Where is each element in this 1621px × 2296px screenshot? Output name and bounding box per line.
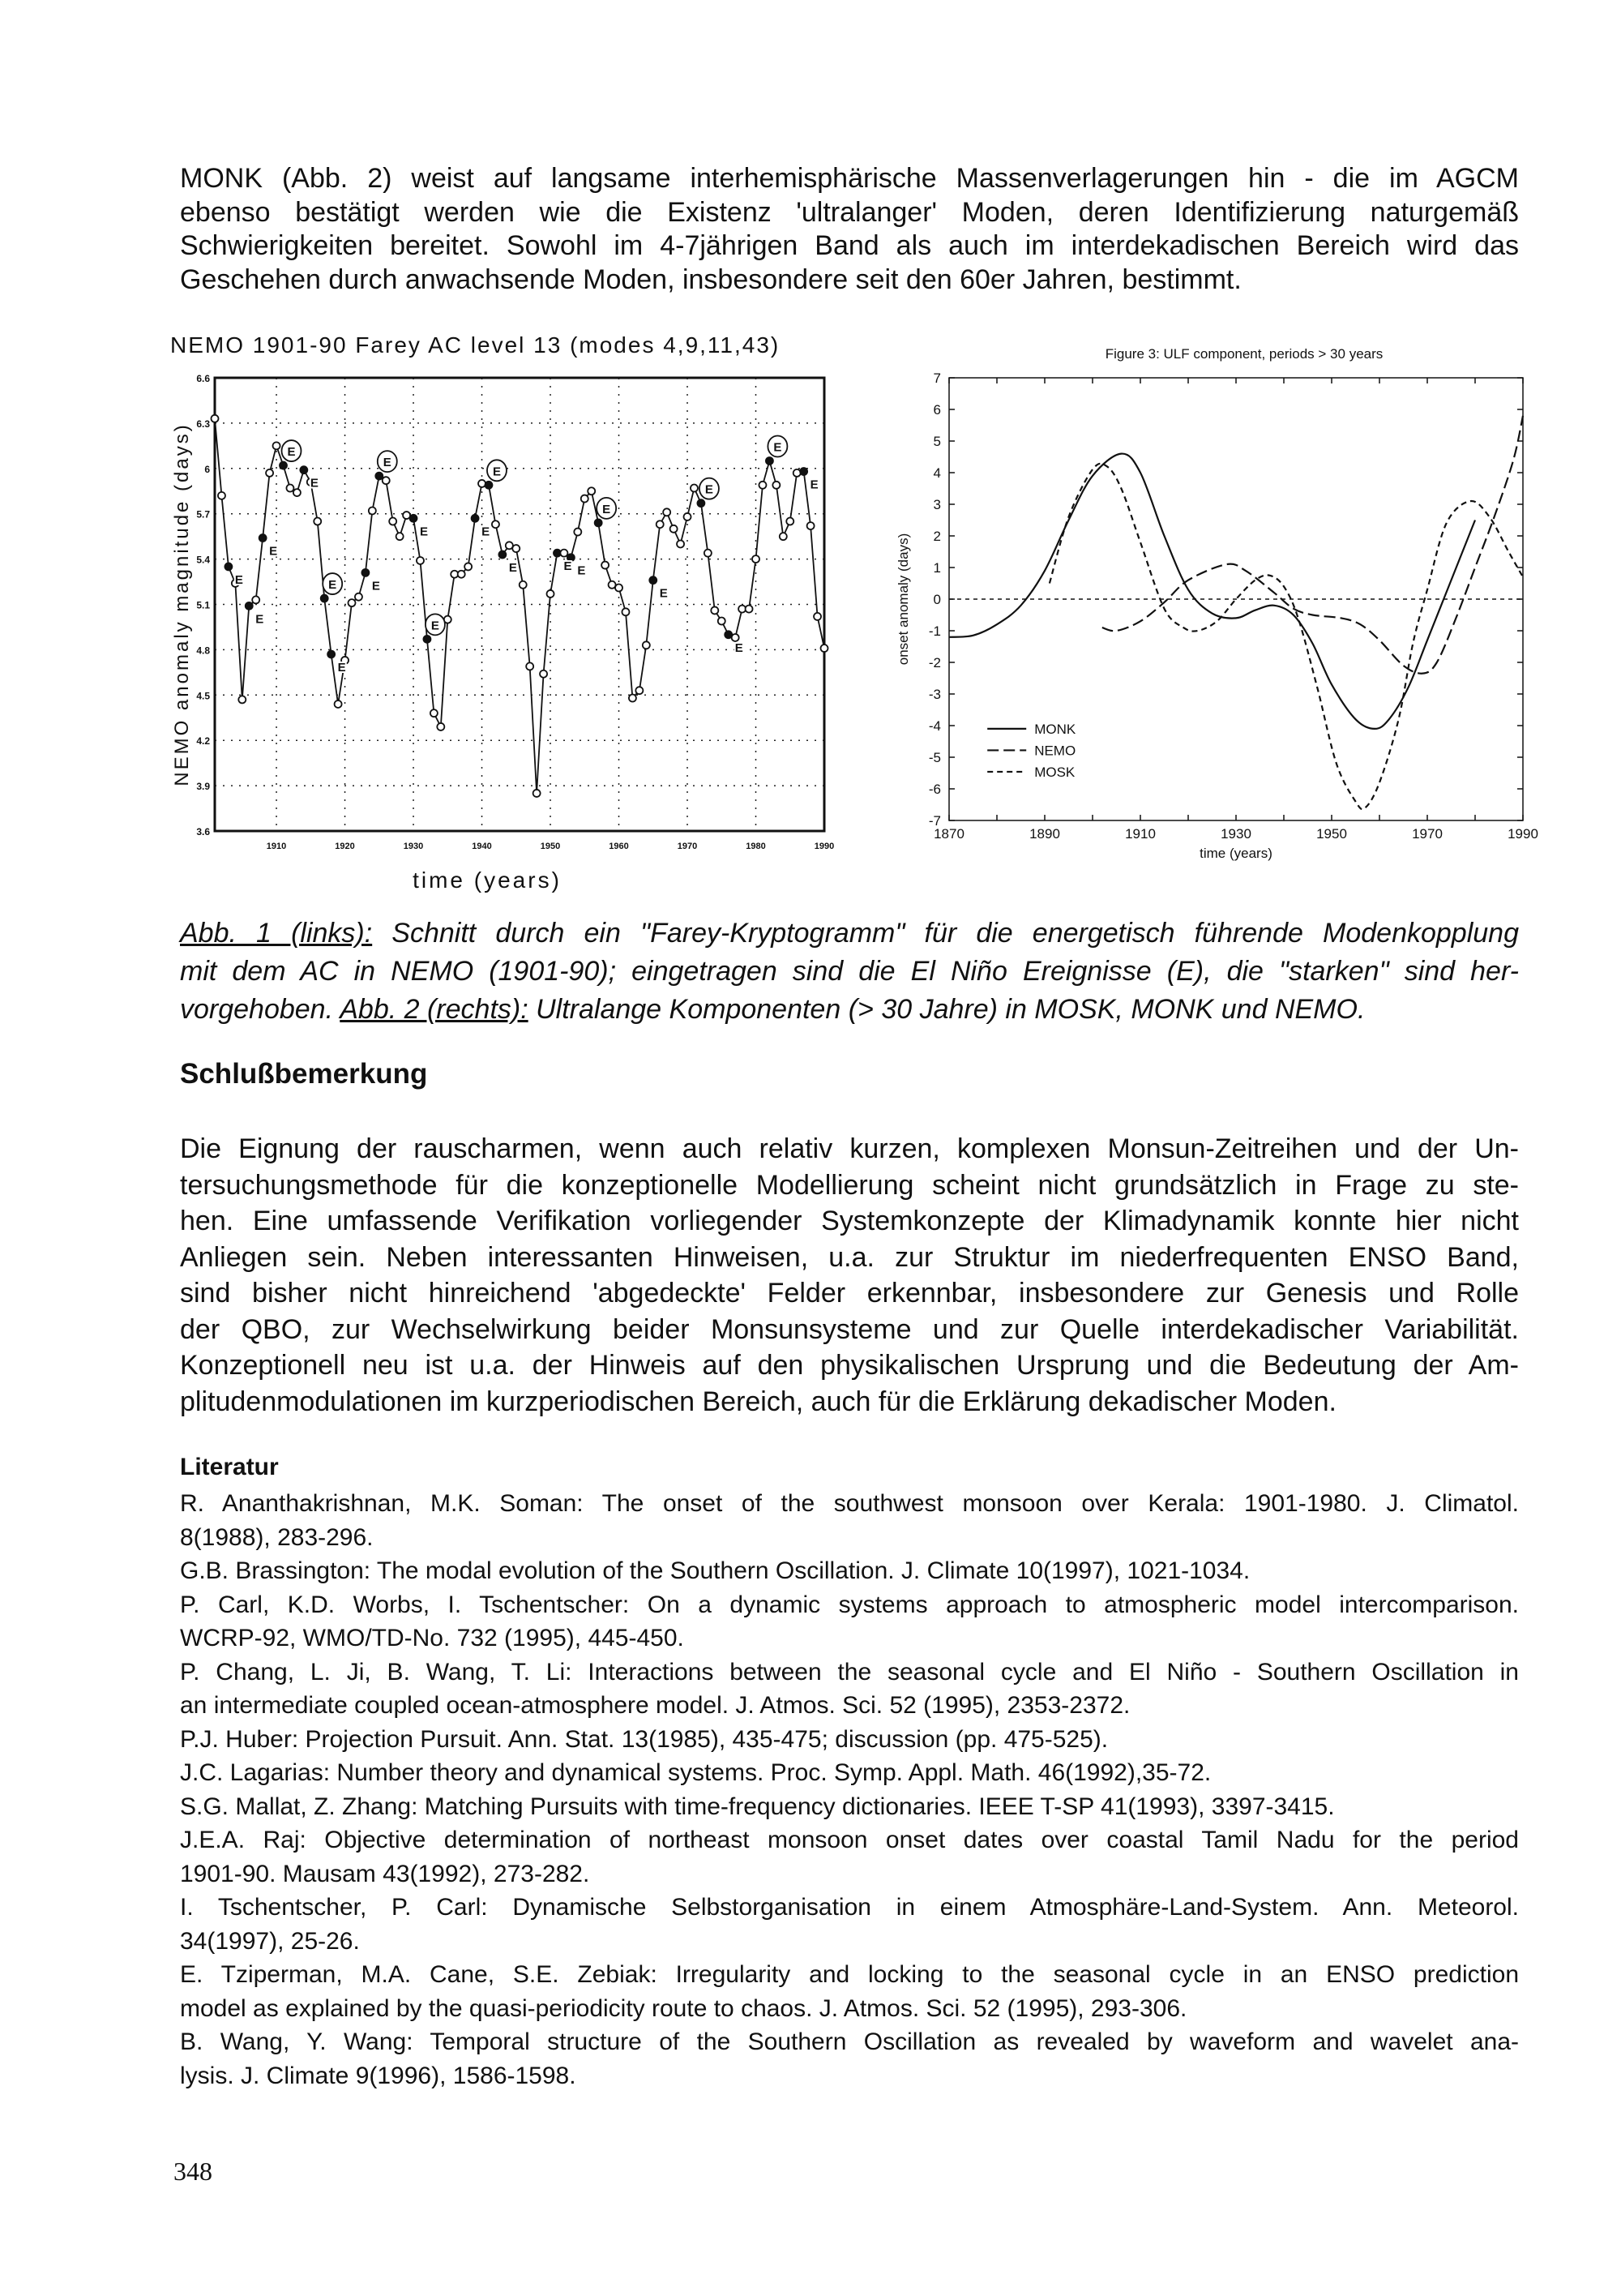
data-point <box>458 571 465 578</box>
y-tick-label: 4 <box>933 465 941 481</box>
data-point <box>711 606 718 614</box>
data-point <box>286 485 293 492</box>
strong-el-nino-marker <box>281 440 301 461</box>
data-point <box>512 545 520 552</box>
reference-item <box>180 1958 1519 2025</box>
data-point <box>670 525 678 533</box>
y-tick-label: 5 <box>933 434 941 449</box>
x-tick-label: 1920 <box>335 842 355 851</box>
reference-item <box>180 1487 1519 1554</box>
strong-el-nino-marker <box>699 478 719 499</box>
data-point <box>759 482 766 489</box>
reference-line: an intermediate coupled ocean-atmosphere model. J. Atmos. Sci. 52 (1995), 2353-2372. <box>180 1692 1131 1719</box>
strong-el-nino-marker <box>487 460 507 481</box>
data-point <box>218 492 225 499</box>
x-tick-label: 1930 <box>403 842 424 851</box>
reference-item <box>180 1554 1519 1588</box>
data-point <box>238 696 246 703</box>
data-point <box>361 569 369 576</box>
data-point <box>807 522 815 529</box>
data-point <box>595 519 602 526</box>
data-point <box>335 700 342 708</box>
strong-event-label: E <box>383 456 391 470</box>
data-point <box>800 468 807 475</box>
y-tick-label: 3 <box>933 497 941 512</box>
el-nino-marker: E <box>337 660 346 675</box>
y-tick-label: -7 <box>928 813 941 829</box>
data-point <box>314 518 321 525</box>
data-point <box>732 634 739 641</box>
reference-line: J.C. Lagarias: Number theory and dynamical systems. Proc. Symp. Appl. Math. 46(1992),35-72. <box>180 1759 1212 1786</box>
reference-item <box>180 1588 1519 1656</box>
text-line: Anliegen sein. Neben interessanten Hinweisen, u.a. zur Struktur im niederfrequenten ENSO Band, <box>180 1241 1519 1273</box>
strong-el-nino-marker <box>378 451 397 472</box>
y-tick-label: -4 <box>928 718 941 734</box>
y-tick-label: 6 <box>204 463 210 475</box>
text-line: plitudenmodulationen im kurzperiodischen Bereich, auch für die Erklärung dekadischer Moden. <box>180 1386 1337 1417</box>
series-line-nemo <box>1102 416 1523 674</box>
reference-line: P. Chang, L. Ji, B. Wang, T. Li: Interactions between the seasonal cycle and El Niño - Southern Oscillation in <box>180 1658 1519 1686</box>
y-tick-label: 2 <box>933 529 941 544</box>
data-point <box>718 617 725 624</box>
data-point <box>677 540 684 547</box>
y-axis-label: onset anomaly (days) <box>896 533 911 666</box>
data-point <box>752 555 759 563</box>
el-nino-marker: E <box>269 544 278 559</box>
el-nino-marker: E <box>810 478 819 492</box>
data-point <box>786 518 793 525</box>
text-line: hen. Eine umfassende Verifikation vorliegender Systemkonzepte der Klimadynamik konnte hier nicht <box>180 1206 1519 1236</box>
legend-label: MONK <box>1034 721 1076 737</box>
y-tick-label: -5 <box>928 750 941 765</box>
el-nino-marker: E <box>234 572 243 587</box>
y-tick-label: 4.5 <box>196 690 210 702</box>
data-point <box>635 687 643 694</box>
data-point <box>464 563 472 570</box>
reference-line: 8(1988), 283-296. <box>180 1523 374 1551</box>
reference-line: P. Carl, K.D. Worbs, I. Tschentscher: On a dynamic systems approach to atmospheric model intercomparison. <box>180 1591 1519 1618</box>
reference-line: J.E.A. Raj: Objective determination of northeast monsoon onset dates over coastal Tamil Nadu for the period <box>180 1827 1519 1853</box>
el-nino-marker: E <box>255 612 264 627</box>
strong-event-label: E <box>287 445 296 460</box>
data-point <box>423 636 430 643</box>
reference-item <box>180 1756 1519 1790</box>
caption-ref-abb1: Abb. 1 (links): <box>180 918 373 949</box>
data-point <box>212 415 219 422</box>
reference-list <box>180 1487 1519 2093</box>
y-tick-label: 6.3 <box>196 418 210 430</box>
reference-item <box>180 1723 1519 1757</box>
data-point <box>540 670 547 678</box>
data-point <box>588 487 595 495</box>
figure-1-nemo-farey-chart <box>162 320 859 904</box>
el-nino-marker: E <box>563 559 572 574</box>
data-point <box>684 513 691 520</box>
data-point <box>704 550 712 557</box>
x-tick-label: 1890 <box>1029 826 1060 842</box>
reference-item <box>180 1790 1519 1824</box>
caption-text: Schnitt durch ein "Farey-Kryptogramm" für die energetisch führende Modenkopplung <box>372 918 1519 949</box>
y-tick-label: 3.6 <box>196 826 210 837</box>
y-tick-label: -1 <box>928 623 941 639</box>
reference-line: B. Wang, Y. Wang: Temporal structure of the Southern Oscillation as revealed by waveform and wavelet ana- <box>180 2028 1519 2055</box>
el-nino-marker: E <box>310 476 319 490</box>
x-tick-label: 1910 <box>1125 826 1156 842</box>
legend-label: MOSK <box>1034 764 1076 780</box>
y-tick-label: 6 <box>933 402 941 418</box>
x-tick-label: 1980 <box>746 842 766 851</box>
data-point <box>327 650 335 658</box>
el-nino-marker: E <box>734 640 743 655</box>
caption-line <box>180 915 1519 953</box>
series-line <box>215 418 824 793</box>
data-point <box>746 606 753 613</box>
data-point <box>300 466 307 473</box>
figure-2-ulf-chart <box>883 332 1548 876</box>
data-point <box>430 709 438 717</box>
reference-line: R. Ananthakrishnan, M.K. Soman: The onset of the southwest monsoon over Kerala: 1901-1980. J. Climatol. <box>180 1490 1519 1517</box>
data-point <box>478 480 485 487</box>
plot-frame <box>215 378 824 831</box>
y-tick-label: 5.1 <box>196 599 210 611</box>
data-point <box>520 581 527 589</box>
caption-ref-abb2: Abb. 2 (rechts): <box>340 994 528 1025</box>
strong-event-label: E <box>602 502 611 516</box>
reference-line: 1901-90. Mausam 43(1992), 273-282. <box>180 1860 590 1887</box>
data-point <box>533 790 541 797</box>
series-line-monk <box>949 454 1475 729</box>
data-point <box>547 590 554 598</box>
reference-line: 34(1997), 25-26. <box>180 1927 360 1955</box>
text-line: Konzeptionell neu ist u.a. der Hinweis auf den physikalischen Ursprung und die Bedeutung der Am- <box>180 1350 1519 1381</box>
strong-event-label: E <box>430 619 439 633</box>
text-line: ebenso bestätigt werden wie die Existenz 'ultralanger' Moden, deren Identifizierung naturgemäß <box>180 196 1519 228</box>
data-point <box>225 563 232 570</box>
reference-line: G.B. Brassington: The modal evolution of the Southern Oscillation. J. Climate 10(1997), 1021-1034. <box>180 1557 1251 1584</box>
strong-event-label: E <box>704 482 713 497</box>
data-point <box>348 599 355 606</box>
data-point <box>581 495 588 503</box>
x-tick-label: 1970 <box>1412 826 1443 842</box>
el-nino-marker: E <box>420 525 429 539</box>
strong-el-nino-marker <box>426 614 445 635</box>
reference-line: WCRP-92, WMO/TD-No. 732 (1995), 445-450. <box>180 1625 684 1651</box>
reference-item <box>180 2025 1519 2093</box>
data-point <box>252 596 259 603</box>
data-point <box>485 482 492 489</box>
data-point <box>691 485 698 492</box>
chart-title: Figure 3: ULF component, periods > 30 years <box>1105 346 1384 362</box>
text-line: Die Eignung der rauscharmen, wenn auch relativ kurzen, komplexen Monsun-Zeitreihen und der Un- <box>180 1133 1519 1164</box>
data-point <box>821 645 828 652</box>
y-tick-label: -3 <box>928 687 941 702</box>
x-tick-label: 1870 <box>934 826 964 842</box>
intro-paragraph <box>180 162 1519 297</box>
data-point <box>793 469 801 477</box>
data-point <box>246 602 253 610</box>
reference-item <box>180 1823 1519 1891</box>
y-tick-label: 5.7 <box>196 508 210 520</box>
data-point <box>410 515 417 522</box>
x-tick-label: 1970 <box>677 842 698 851</box>
reference-line: E. Tziperman, M.A. Cane, S.E. Zebiak: Irregularity and locking to the seasonal cycle in an ENSO prediction <box>180 1961 1519 1988</box>
x-tick-label: 1950 <box>540 842 561 851</box>
series-line-mosk <box>1050 464 1523 809</box>
data-point <box>657 520 664 528</box>
data-point <box>280 462 287 469</box>
conclusion-paragraph <box>180 1131 1519 1420</box>
data-point <box>766 457 773 465</box>
el-nino-marker: E <box>371 579 380 593</box>
data-point <box>574 529 581 536</box>
data-point <box>472 515 479 522</box>
data-point <box>814 613 821 620</box>
reference-line: model as explained by the quasi-periodicity route to chaos. J. Atmos. Sci. 52 (1995), 293-306. <box>180 1994 1187 2022</box>
x-tick-label: 1960 <box>609 842 629 851</box>
data-point <box>772 482 780 489</box>
data-point <box>383 477 390 484</box>
data-point <box>643 641 650 649</box>
y-axis-label: NEMO anomaly magnitude (days) <box>171 422 193 786</box>
data-point <box>375 473 383 480</box>
caption-line: mit dem AC in NEMO (1901-90); eingetragen sind die El Niño Ereignisse (E), die "starken" sind her- <box>180 956 1519 987</box>
data-point <box>697 499 704 507</box>
section-heading: Schlußbemerkung <box>180 1058 428 1090</box>
el-nino-marker: E <box>659 586 668 601</box>
data-point <box>526 662 533 670</box>
reference-line: P.J. Huber: Projection Pursuit. Ann. Stat. 13(1985), 435-475; discussion (pp. 475-525). <box>180 1725 1109 1753</box>
reference-line: S.G. Mallat, Z. Zhang: Matching Pursuits with time-frequency dictionaries. IEEE T-SP 41(1993), 3397-3415. <box>180 1793 1335 1820</box>
y-tick-label: 7 <box>933 371 941 386</box>
y-tick-label: 3.9 <box>196 781 210 793</box>
x-tick-label: 1930 <box>1221 826 1251 842</box>
x-tick-label: 1990 <box>1508 826 1538 842</box>
data-point <box>396 533 404 540</box>
el-nino-marker: E <box>577 563 586 578</box>
data-point <box>266 469 273 477</box>
x-tick-label: 1940 <box>472 842 492 851</box>
y-tick-label: 5.4 <box>196 554 210 566</box>
strong-event-label: E <box>773 440 782 455</box>
data-point <box>321 595 328 602</box>
text-line: tersuchungsmethode für die konzeptionelle Modellierung scheint nicht grundsätzlich in Frage zu ste- <box>180 1169 1519 1201</box>
y-tick-label: 0 <box>933 592 941 607</box>
data-point <box>259 534 267 542</box>
reference-item <box>180 1656 1519 1723</box>
y-tick-label: -6 <box>928 782 941 797</box>
data-point <box>649 576 657 584</box>
strong-el-nino-marker <box>323 573 342 594</box>
x-tick-label: 1910 <box>266 842 287 851</box>
data-point <box>780 533 787 540</box>
data-point <box>601 562 609 569</box>
data-point <box>437 723 444 730</box>
literature-heading: Literatur <box>180 1454 279 1480</box>
text-line: sind bisher nicht hinreichend 'abgedeckte' Felder erkennbar, insbesondere zur Genesis und Rolle <box>180 1278 1519 1309</box>
el-nino-marker: E <box>481 525 490 539</box>
data-point <box>560 550 567 557</box>
text-line: Schwierigkeiten bereitet. Sowohl im 4-7jährigen Band als auch im interdekadischen Bereich wird das <box>180 230 1519 261</box>
text-line: MONK (Abb. 2) weist auf langsame interhemisphärische Massenverlagerungen hin - die im AGCM <box>180 163 1519 194</box>
strong-event-label: E <box>492 465 501 479</box>
y-tick-label: 1 <box>933 560 941 576</box>
text-line: Geschehen durch anwachsende Moden, insbesondere seit den 60er Jahren, bestimmt. <box>180 263 1242 295</box>
caption-text: Ultralange Komponenten (> 30 Jahre) in MOSK, MONK und NEMO. <box>528 994 1366 1025</box>
x-tick-label: 1950 <box>1316 826 1347 842</box>
legend-label: NEMO <box>1034 743 1076 759</box>
y-tick-label: 4.2 <box>196 735 210 747</box>
x-axis-label: time (years) <box>1200 846 1272 861</box>
y-tick-label: 6.6 <box>196 373 210 384</box>
chart-title: NEMO 1901-90 Farey AC level 13 (modes 4,9,11,43) <box>170 332 781 358</box>
data-point <box>273 442 280 449</box>
data-point <box>663 508 670 516</box>
strong-el-nino-marker <box>597 498 616 519</box>
figure-caption <box>180 915 1519 1029</box>
data-point <box>498 551 506 559</box>
data-point <box>492 520 499 528</box>
data-point <box>615 585 622 592</box>
reference-line: I. Tschentscher, P. Carl: Dynamische Selbstorganisation in einem Atmosphäre-Land-System. Ann. Meteorol. <box>180 1894 1519 1921</box>
data-point <box>355 593 362 601</box>
x-tick-label: 1990 <box>814 842 835 851</box>
strong-el-nino-marker <box>768 435 787 456</box>
caption-text: vorgehoben. <box>180 994 340 1025</box>
data-point <box>293 489 301 496</box>
y-tick-label: -2 <box>928 655 941 670</box>
strong-event-label: E <box>328 578 337 593</box>
data-point <box>389 518 396 525</box>
data-point <box>622 608 629 615</box>
caption-line <box>180 991 1519 1029</box>
el-nino-marker: E <box>508 561 517 576</box>
reference-line: lysis. J. Climate 9(1996), 1586-1598. <box>180 2062 576 2089</box>
reference-item <box>180 1891 1519 1958</box>
y-tick-label: 4.8 <box>196 645 210 657</box>
data-point <box>417 557 424 564</box>
text-line: der QBO, zur Wechselwirkung beider Monsunsysteme und zur Quelle interdekadischer Variabilität. <box>180 1313 1519 1345</box>
data-point <box>369 507 376 514</box>
page-number: 348 <box>173 2157 212 2186</box>
data-point <box>629 695 636 702</box>
x-axis-label: time (years) <box>413 867 562 893</box>
